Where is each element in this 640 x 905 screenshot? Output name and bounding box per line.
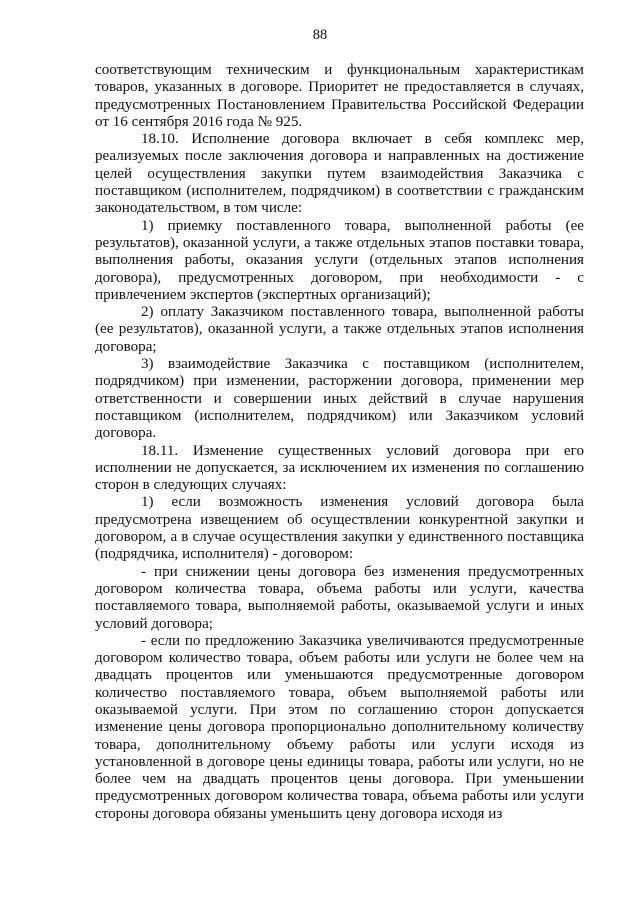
- page-number: 88: [312, 27, 328, 43]
- paragraph-bullet-quantity-change: - если по предложению Заказчика увеличиваются предусмотренные договором количество товара, объем работы или услуги не более чем на двадцать процентов или уменьшаются предусмотренные договором количество поставляемого товара, объем выполняемой работы или оказываемой услуги. При этом по соглашению сторон допускается изменение цены договора пропорционально дополнительному количеству товара, дополнительному объему работы или услуги исходя из установленной в договоре цены единицы товара, работы или услуги, но не более чем на двадцать процентов цены договора. При уменьшении предусмотренных договором количества товара, объема работы или услуги стороны договора обязаны уменьшить цену договора исходя из: [95, 632, 584, 822]
- paragraph-clause-18-10: 18.10. Исполнение договора включает в себя комплекс мер, реализуемых после заключения договора и направленных на достижение целей осуществления закупки путем взаимодействия Заказчика с поставщиком (исполнителем, подрядчиком) в соответствии с гражданским законодательством, в том числе:: [95, 131, 584, 217]
- paragraph-clause-18-11-item-1: 1) если возможность изменения условий договора была предусмотрена извещением об осуществлении конкурентной закупки и договором, а в случае осуществления закупки у единственного поставщика (подрядчика, исполнителя) - договором:: [95, 494, 584, 563]
- paragraph-continuation: соответствующим техническим и функциональным характеристикам товаров, указанных в договоре. Приоритет не предоставляется в случаях, предусмотренных Постановлением Правительства Российской Федерации от 16 сентября 2016 года № 925.: [95, 62, 584, 130]
- paragraph-item-3-interaction: 3) взаимодействие Заказчика с поставщиком (исполнителем, подрядчиком) при изменении, расторжении договора, применении мер ответственности и совершении иных действий в случае нарушения поставщиком (исполнителем, подрядчиком) или Заказчиком условий договора.: [95, 356, 584, 442]
- paragraph-bullet-price-reduction: - при снижении цены договора без изменения предусмотренных договором количества товара, объема работы или услуги, качества поставляемого товара, выполняемой работы, оказываемой услуги и иных условий договора;: [95, 563, 584, 632]
- paragraph-item-2-payment: 2) оплату Заказчиком поставленного товара, выполненной работы (ее результатов), оказанной услуги, а также отдельных этапов исполнения договора;: [95, 304, 584, 355]
- document-body: [95, 62, 584, 823]
- paragraph-item-1-acceptance: 1) приемку поставленного товара, выполненной работы (ее результатов), оказанной услуги, а также отдельных этапов поставки товара, выполнения работы, оказания услуги (отдельных этапов исполнения договора), предусмотренных договором, при необходимости - с привлечением экспертов (экспертных организаций);: [95, 217, 584, 303]
- paragraph-clause-18-11: 18.11. Изменение существенных условий договора при его исполнении не допускается, за исключением их изменения по соглашению сторон в следующих случаях:: [95, 442, 584, 494]
